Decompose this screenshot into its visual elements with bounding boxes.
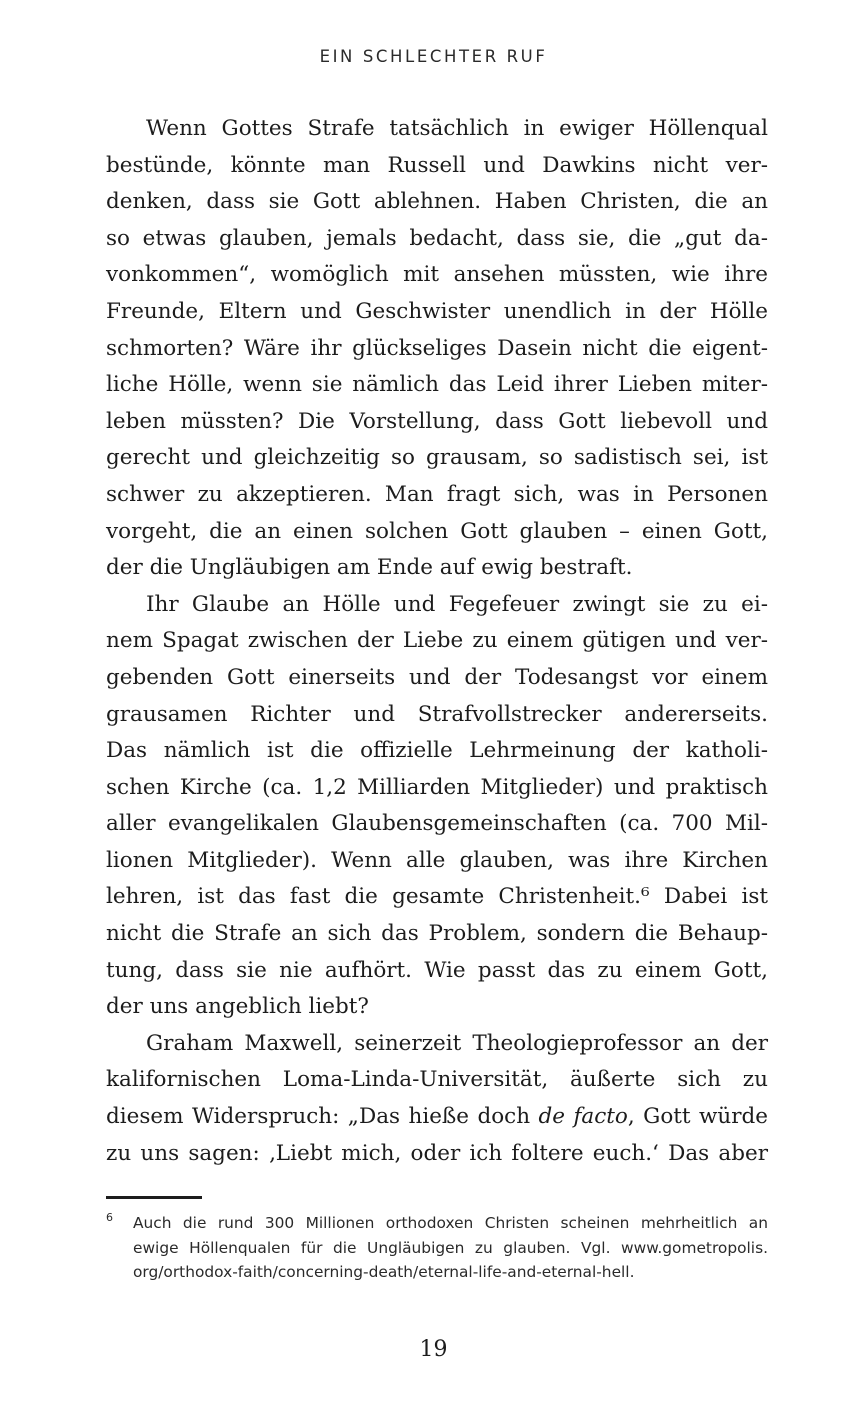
footnote-line	[106, 1236, 768, 1261]
text-line: denken, dass sie Gott ablehnen. Haben Christen, die an	[106, 189, 768, 215]
footnote-divider	[106, 1196, 202, 1199]
text-line: Ihr Glaube an Hölle und Fegefeuer zwingt sie zu ei-	[146, 591, 768, 617]
footnote-marker: 6	[106, 1211, 113, 1224]
text-line: nicht die Strafe an sich das Problem, sondern die Behaup-	[106, 921, 768, 947]
text-line: vonkommen“, womöglich mit ansehen müssten, wie ihre	[106, 262, 768, 288]
text-line: aller evangelikalen Glaubensgemeinschaften (ca. 700 Mil-	[106, 811, 768, 837]
text-line: liche Hölle, wenn sie nämlich das Leid ihrer Lieben miter-	[106, 372, 768, 398]
text-line: gerecht und gleichzeitig so grausam, so sadistisch sei, ist	[106, 445, 768, 471]
footnote-text: Auch die rund 300 Millionen orthodoxen Christen scheinen mehrheitlich an	[133, 1214, 768, 1232]
text-line: der uns angeblich liebt?	[106, 994, 369, 1020]
text-line: der die Ungläubigen am Ende auf ewig bestraft.	[106, 555, 633, 581]
text-line: Graham Maxwell, seinerzeit Theologieprofessor an der	[146, 1030, 768, 1056]
body-text	[106, 111, 768, 1172]
footnote-text: ewige Höllenqualen für die Ungläubigen zu glauben. Vgl. www.gometropolis.	[133, 1238, 768, 1257]
text-line: bestünde, könnte man Russell und Dawkins nicht ver-	[106, 152, 768, 178]
text-line: nem Spagat zwischen der Liebe zu einem gütigen und ver-	[106, 628, 768, 654]
footnote-text: org/orthodox-faith/concerning-death/eternal-life-and-eternal-hell.	[133, 1263, 635, 1281]
text-line: schwer zu akzeptieren. Man fragt sich, was in Personen	[106, 481, 768, 507]
footnote-line	[106, 1211, 768, 1236]
text-line: Wenn Gottes Strafe tatsächlich in ewiger Höllenqual	[146, 116, 768, 141]
text-line: schen Kirche (ca. 1,2 Milliarden Mitglieder) und praktisch	[106, 774, 768, 800]
text-line: lehren, ist das fast die gesamte Christenheit.⁶ Dabei ist	[106, 884, 768, 910]
footnote-line	[106, 1260, 768, 1285]
text-line: gebenden Gott einerseits und der Todesangst vor einem	[106, 664, 768, 690]
text-line: zu uns sagen: ‚Liebt mich, oder ich foltere euch.‘ Das aber	[106, 1140, 768, 1166]
text-line: Freunde, Eltern und Geschwister unendlich in der Hölle	[106, 298, 768, 324]
footnote	[106, 1211, 768, 1285]
text-line: diesem Widerspruch: „Das hieße doch de facto, Gott würde	[106, 1104, 768, 1130]
text-line: leben müssten? Die Vorstellung, dass Gott liebevoll und	[106, 408, 768, 434]
text-line: vorgeht, die an einen solchen Gott glauben – einen Gott,	[106, 518, 768, 544]
text-line: kalifornischen Loma-Linda-Universität, äußerte sich zu	[106, 1067, 768, 1093]
text-line: so etwas glauben, jemals bedacht, dass sie, die „gut da-	[106, 225, 768, 251]
text-line: schmorten? Wäre ihr glückseliges Dasein nicht die eigent-	[106, 335, 768, 361]
text-line: lionen Mitglieder). Wenn alle glauben, was ihre Kirchen	[106, 847, 768, 873]
page-number: 19	[419, 1337, 448, 1362]
text-line: grausamen Richter und Strafvollstrecker andererseits.	[106, 701, 768, 727]
running-head: EIN SCHLECHTER RUF	[319, 47, 548, 66]
text-line: Das nämlich ist die offizielle Lehrmeinung der katholi-	[106, 738, 768, 764]
text-line: tung, dass sie nie aufhört. Wie passt das zu einem Gott,	[106, 957, 768, 983]
